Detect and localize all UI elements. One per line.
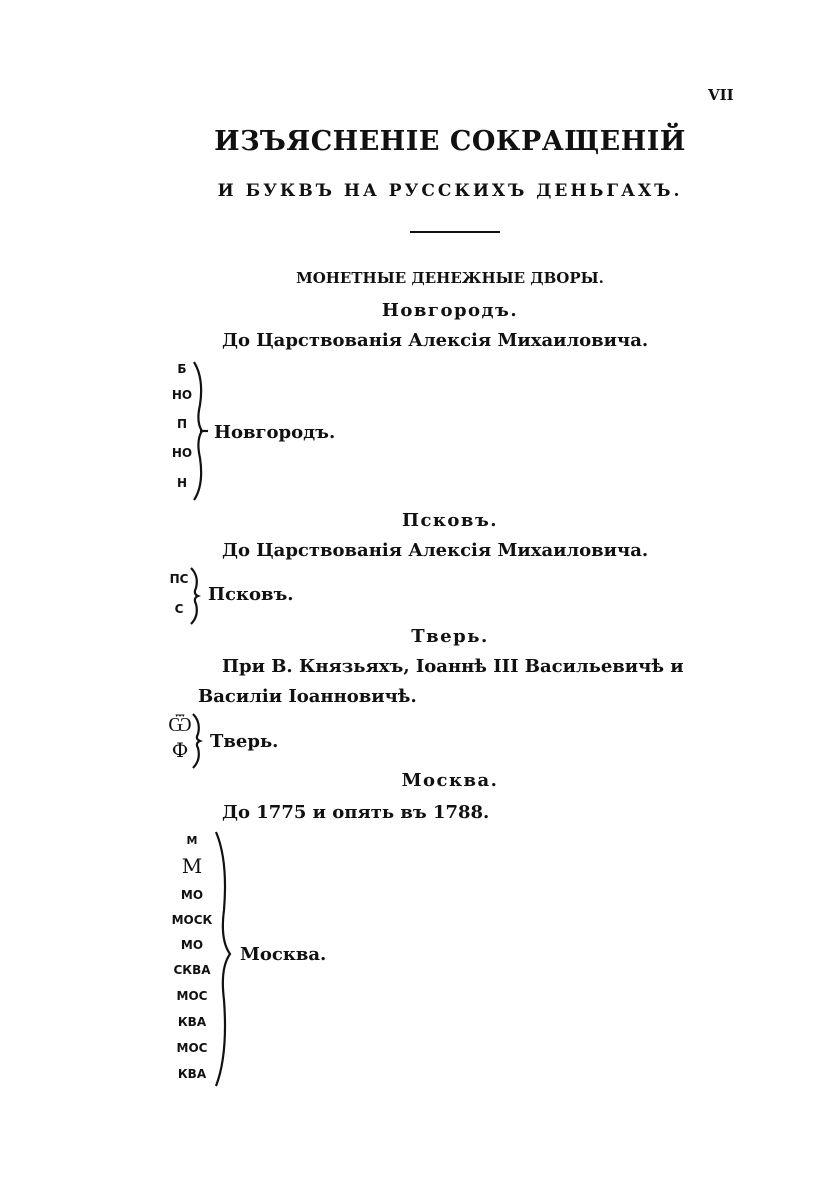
meaning-moscow: Москва. <box>240 944 327 965</box>
abbreviation: МОС <box>176 1041 208 1055</box>
abbreviation: С <box>174 602 184 616</box>
abbreviation: Ѿ <box>168 712 192 736</box>
brace-moscow <box>212 830 238 1088</box>
city-heading-tver: Тверь. <box>411 626 489 647</box>
abbreviation: Н <box>176 476 188 490</box>
abbreviation: М <box>186 834 198 847</box>
period-tver-line2: Василiи Iоанновичѣ. <box>198 686 417 707</box>
page-subtitle: И БУКВЪ НА РУССКИХЪ ДЕНЬГАХЪ. <box>217 181 683 201</box>
title-divider <box>410 231 500 233</box>
abbreviation: МОСК <box>171 913 213 927</box>
abbreviation: НО <box>171 446 193 460</box>
abbreviation: ПС <box>169 572 189 586</box>
abbreviation: МОС <box>176 989 208 1003</box>
brace-tver <box>190 712 208 770</box>
page-number: VII <box>708 86 734 104</box>
city-heading-novgorod: Новгородъ. <box>381 300 519 321</box>
meaning-pskov: Псковъ. <box>208 584 294 605</box>
brace-novgorod <box>190 360 212 502</box>
abbreviation: НО <box>171 388 193 402</box>
period-pskov: До Царствованiя Алексiя Михаиловича. <box>222 540 649 561</box>
city-heading-pskov: Псковъ. <box>401 510 499 531</box>
meaning-tver: Тверь. <box>210 731 279 752</box>
abbreviation-list-moscow <box>168 834 216 1084</box>
period-moscow: До 1775 и опять въ 1788. <box>222 802 490 823</box>
abbreviation: МО <box>180 888 204 902</box>
page-title: ИЗЪЯСНЕНIЕ СОКРАЩЕНIЙ <box>214 126 686 157</box>
abbreviation: КВА <box>177 1067 207 1081</box>
city-heading-moscow: Москва. <box>401 770 499 791</box>
period-tver-line1: При В. Князьяхъ, Iоаннѣ III Васильевичѣ и <box>222 656 684 677</box>
abbreviation: МО <box>180 938 204 952</box>
abbreviation: СКВА <box>173 963 211 977</box>
abbreviation: КВА <box>177 1015 207 1029</box>
meaning-novgorod: Новгородъ. <box>214 422 336 443</box>
abbreviation: М <box>181 854 203 878</box>
brace-pskov <box>188 566 206 626</box>
period-novgorod: До Царствованiя Алексiя Михаиловича. <box>222 330 649 351</box>
section-heading: МОНЕТНЫЕ ДЕНЕЖНЫЕ ДВОРЫ. <box>296 269 604 287</box>
abbreviation: Б <box>177 362 187 376</box>
abbreviation: Ф <box>171 738 189 762</box>
abbreviation: П <box>176 417 188 431</box>
